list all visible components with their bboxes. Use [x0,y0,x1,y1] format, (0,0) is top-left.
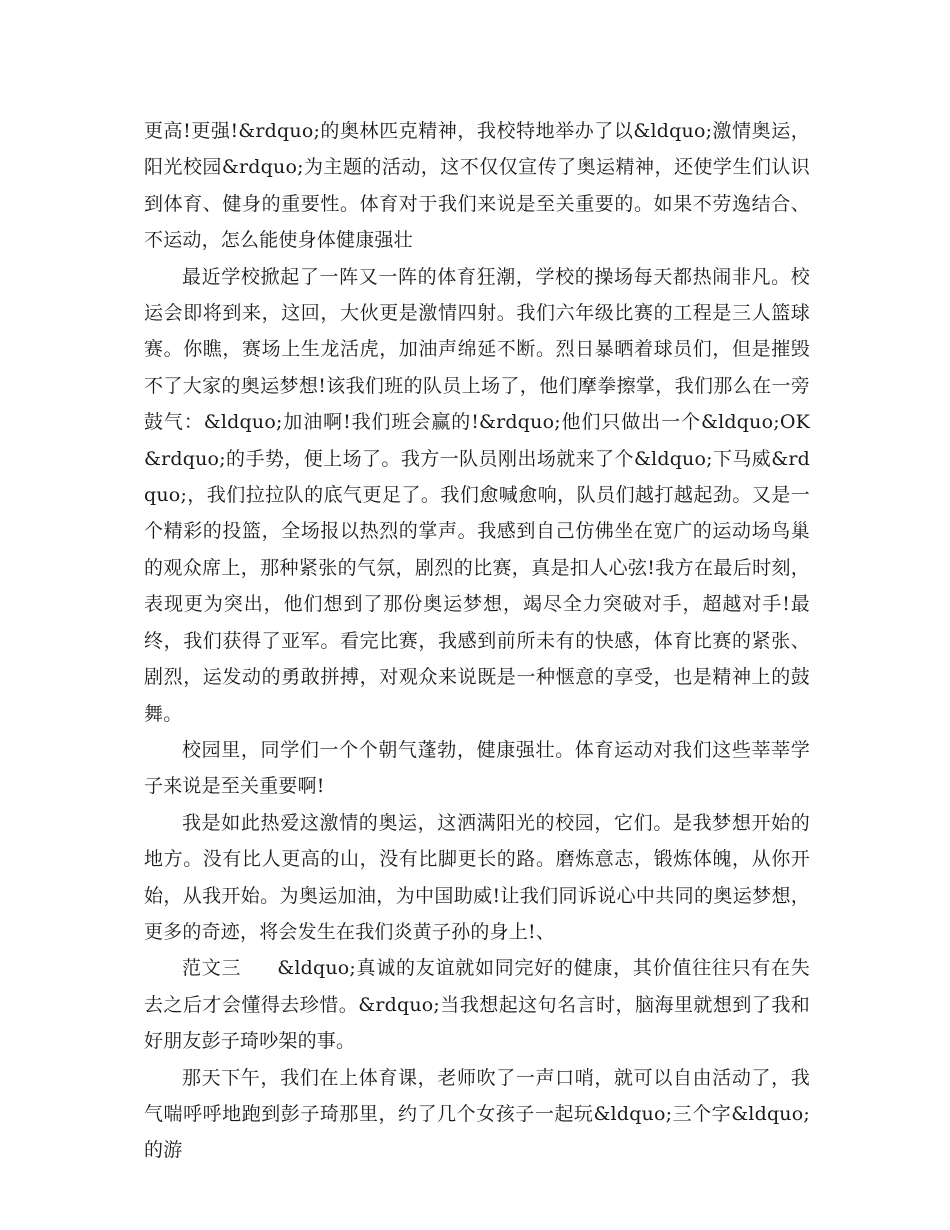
document-body [144,113,810,1169]
paragraph-pe-class: 那天下午，我们在上体育课，老师吹了一声口哨，就可以自由活动了，我气喘呼呼地跑到彭子琦那里，约了几个女孩子一起玩&ldquo;三个字&ldquo;的游 [144,1066,810,1162]
sample-three-text: &ldquo;真诚的友谊就如同完好的健康，其价值往往只有在失去之后才会懂得去珍惜。&rdquo;当我想起这句名言时，脑海里就想到了我和好朋友彭子琦吵架的事。 [144,957,810,1053]
sample-label: 范文三 [182,957,242,980]
paragraph-campus-health: 校园里，同学们一个个朝气蓬勃，健康强壮。体育运动对我们这些莘莘学子来说是至关重要啊! [144,738,810,798]
paragraph-olympic-dream: 我是如此热爱这激情的奥运，这洒满阳光的校园，它们。是我梦想开始的地方。没有比人更高的山，没有比脚更长的路。磨炼意志，锻炼体魄，从你开始，从我开始。为奥运加油，为中国助威!让我们同诉说心中共同的奥运梦想，更多的奇迹，将会发生在我们炎黄子孙的身上!、 [144,811,810,943]
paragraph-sample-three [144,950,810,1059]
paragraph-olympic-spirit: 更高!更强!&rdquo;的奥林匹克精神，我校特地举办了以&ldquo;激情奥运，阳光校园&rdquo;为主题的活动，这不仅仅宣传了奥运精神，还使学生们认识到体育、健身的重要性。体育对于我们来说是至关重要的。如果不劳逸结合、不运动，怎么能使身体健康强壮 [144,120,810,252]
paragraph-sports-meeting: 最近学校掀起了一阵又一阵的体育狂潮，学校的操场每天都热闹非凡。校运会即将到来，这回，大伙更是激情四射。我们六年级比赛的工程是三人篮球赛。你瞧，赛场上生龙活虎，加油声绵延不断。烈日暴晒着球员们，但是摧毁不了大家的奥运梦想!该我们班的队员上场了，他们摩拳擦掌，我们那么在一旁鼓气：&ldquo;加油啊!我们班会赢的!&rdquo;他们只做出一个&ldquo;OK&rdquo;的手势，便上场了。我方一队员刚出场就来了个&ldquo;下马威&rdquo;，我们拉拉队的底气更足了。我们愈喊愈响，队员们越打越起劲。又是一个精彩的投篮，全场报以热烈的掌声。我感到自己仿佛坐在宽广的运动场鸟巢的观众席上，那种紧张的气氛，剧烈的比赛，真是扣人心弦!我方在最后时刻，表现更为突出，他们想到了那份奥运梦想，竭尽全力突破对手，超越对手!最终，我们获得了亚军。看完比赛，我感到前所未有的快感，体育比赛的紧张、剧烈，运发动的勇敢拼搏，对观众来说既是一种惬意的享受，也是精神上的鼓舞。 [144,265,810,725]
